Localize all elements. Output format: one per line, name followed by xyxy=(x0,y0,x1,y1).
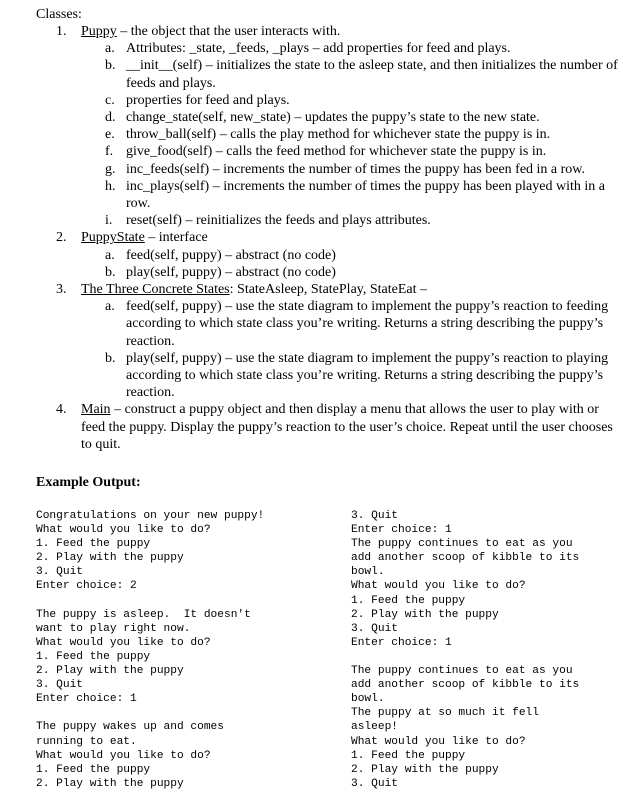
list-item xyxy=(81,350,619,402)
classes-heading: Classes: xyxy=(36,7,82,22)
section-description: – interface xyxy=(144,230,208,246)
section-number: 2. xyxy=(56,230,67,246)
example-output-heading: Example Output: xyxy=(36,475,141,490)
item-letter: d. xyxy=(105,110,116,126)
list-item xyxy=(81,264,619,281)
item-text: play(self, puppy) – use the state diagram to implement the puppy’s reaction to playing according to which state class you’re writing. Returns a string describing the puppy’s reaction. xyxy=(126,350,609,401)
section-puppystate xyxy=(0,229,623,281)
list-item xyxy=(81,143,619,160)
section-title: PuppyState xyxy=(81,230,145,246)
item-text: give_food(self) – calls the feed method for whichever state the puppy is in. xyxy=(126,144,547,160)
example-output-right-column: 3. Quit Enter choice: 1 The puppy continues to eat as you add another scoop of kibble to its bowl. What would you like to do? 1. Feed the puppy 2. Play with the puppy 3. Quit Enter choice: 1 The puppy continues to eat as you add another scoop of kibble to its bowl. The puppy at so much it fell asleep! What would you like to do? 1. Feed the puppy 2. Play with the puppy 3. Quit xyxy=(351,510,580,790)
list-item xyxy=(81,178,619,212)
section-description: – the object that the user interacts with. xyxy=(116,24,341,39)
item-letter: b. xyxy=(105,350,116,366)
list-item xyxy=(81,161,619,178)
list-item xyxy=(81,57,619,91)
section-main xyxy=(0,401,623,453)
section-title: The Three Concrete States xyxy=(81,282,230,298)
item-text: throw_ball(self) – calls the play method for whichever state the puppy is in. xyxy=(126,127,551,143)
list-item xyxy=(81,212,619,229)
classes-list xyxy=(0,23,623,453)
item-text: feed(self, puppy) – abstract (no code) xyxy=(126,247,336,263)
item-letter: a. xyxy=(105,247,115,263)
item-letter: a. xyxy=(105,299,115,315)
section-puppy xyxy=(0,23,623,229)
section-title: Main xyxy=(81,402,111,418)
item-text: __init__(self) – initializes the state to the asleep state, and then initializes the number of feeds and plays. xyxy=(126,58,618,91)
list-item xyxy=(81,40,619,57)
section-concrete-states xyxy=(0,281,623,401)
item-text: properties for feed and plays. xyxy=(126,92,290,108)
item-letter: c. xyxy=(105,92,115,108)
example-output-left-column: Congratulations on your new puppy! What would you like to do? 1. Feed the puppy 2. Play with the puppy 3. Quit Enter choice: 2 The puppy is asleep. It doesn't want to play right now. What would you like to do? 1. Feed the puppy 2. Play with the puppy 3. Quit Enter choice: 1 The puppy wakes up and comes running to eat. What would you like to do? 1. Feed the puppy 2. Play with the puppy xyxy=(36,510,265,790)
list-item xyxy=(81,109,619,126)
item-text: Attributes: _state, _feeds, _plays – add properties for feed and plays. xyxy=(126,41,511,57)
section-number: 3. xyxy=(56,282,67,298)
item-letter: b. xyxy=(105,58,116,74)
item-text: inc_feeds(self) – increments the number of times the puppy has been fed in a row. xyxy=(126,161,585,177)
item-text: feed(self, puppy) – use the state diagram to implement the puppy’s reaction to feeding according to which state class you’re writing. Returns a string describing the puppy’s reaction. xyxy=(126,299,609,349)
item-letter: f. xyxy=(105,144,114,160)
item-letter: h. xyxy=(105,178,116,194)
section-items xyxy=(81,298,619,401)
item-text: reset(self) – reinitializes the feeds and plays attributes. xyxy=(126,213,431,229)
section-title: Puppy xyxy=(81,24,117,39)
item-letter: i. xyxy=(105,213,113,229)
section-description: – construct a puppy object and then display a menu that allows the user to play with or feed the puppy. Display the puppy’s reaction to the user’s choice. Repeat until the user chooses to quit. xyxy=(81,402,613,452)
item-text: change_state(self, new_state) – updates the puppy’s state to the new state. xyxy=(126,110,540,126)
item-letter: g. xyxy=(105,161,116,177)
section-description: : StateAsleep, StatePlay, StateEat – xyxy=(229,282,428,298)
list-item xyxy=(81,298,619,350)
list-item xyxy=(81,92,619,109)
section-items xyxy=(81,247,619,281)
section-number: 1. xyxy=(56,24,67,39)
item-text: play(self, puppy) – abstract (no code) xyxy=(126,264,336,280)
item-letter: b. xyxy=(105,264,116,280)
list-item xyxy=(81,126,619,143)
item-letter: e. xyxy=(105,127,115,143)
section-items xyxy=(81,40,619,229)
item-letter: a. xyxy=(105,41,115,57)
list-item xyxy=(81,247,619,264)
section-number: 4. xyxy=(56,402,67,418)
item-text: inc_plays(self) – increments the number of times the puppy has been played with in a row. xyxy=(126,178,605,212)
